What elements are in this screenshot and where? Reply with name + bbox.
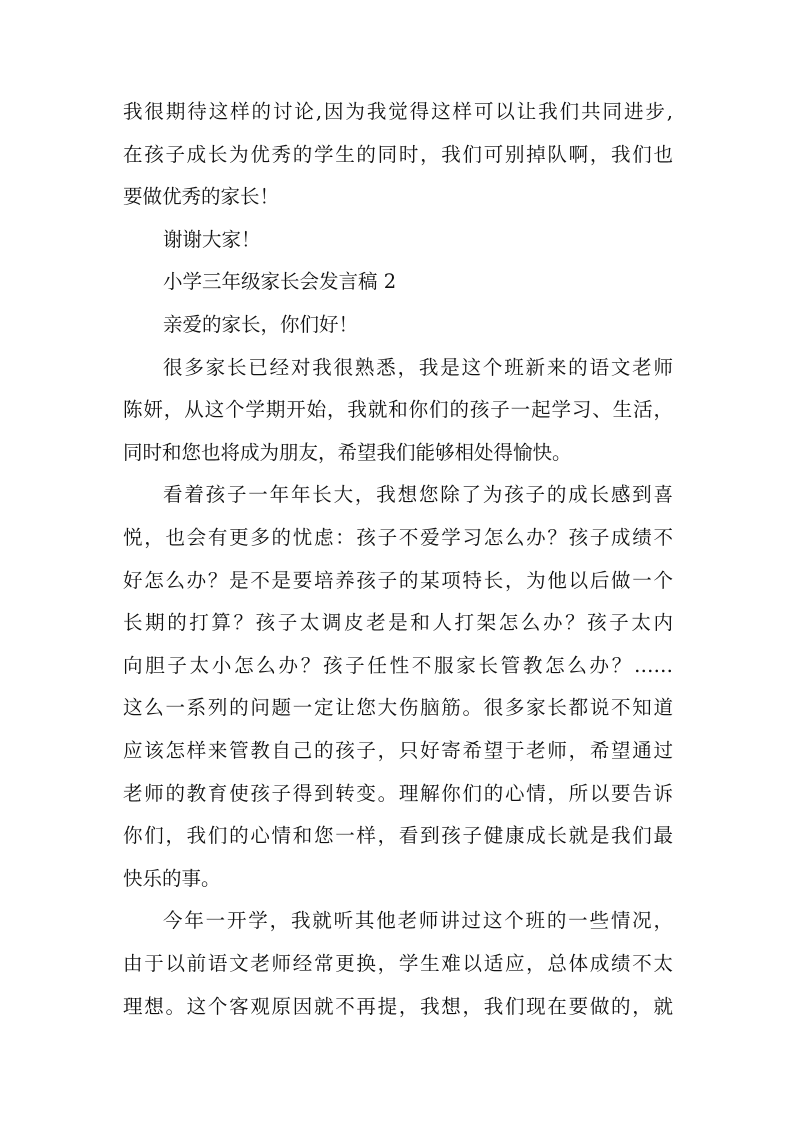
text-line: 在孩子成长为优秀的学生的同时，我们可别掉队啊，我们也 bbox=[123, 143, 673, 166]
text-line: 应该怎样来管教自己的孩子，只好寄希望于老师，希望通过 bbox=[123, 739, 673, 762]
text-line: 悦，也会有更多的忧虑：孩子不爱学习怎么办？孩子成绩不 bbox=[123, 526, 673, 549]
text-line: 小学三年级家长会发言稿 2 bbox=[163, 270, 397, 293]
text-line: 陈妍，从这个学期开始，我就和你们的孩子一起学习、生活， bbox=[123, 398, 673, 421]
text-line: 快乐的事。 bbox=[123, 867, 221, 890]
text-line: 今年一开学，我就听其他老师讲过这个班的一些情况， bbox=[163, 909, 673, 932]
text-line: 谢谢大家！ bbox=[163, 228, 261, 251]
text-line: 亲爱的家长，你们好！ bbox=[163, 313, 359, 336]
text-line: 好怎么办？是不是要培养孩子的某项特长，为他以后做一个 bbox=[123, 569, 673, 592]
text-line: 看着孩子一年年长大，我想您除了为孩子的成长感到喜 bbox=[163, 483, 673, 506]
text-line: 很多家长已经对我很熟悉，我是这个班新来的语文老师 bbox=[163, 356, 673, 379]
text-line: 理想。这个客观原因就不再提，我想，我们现在要做的，就 bbox=[123, 995, 673, 1018]
text-line: 你们，我们的心情和您一样，看到孩子健康成长就是我们最 bbox=[123, 824, 673, 847]
text-line: 这么一系列的问题一定让您大伤脑筋。很多家长都说不知道 bbox=[123, 696, 673, 719]
text-line: 老师的教育使孩子得到转变。理解你们的心情，所以要告诉 bbox=[123, 782, 673, 805]
text-line: 要做优秀的家长！ bbox=[123, 185, 280, 208]
text-line: 同时和您也将成为朋友，希望我们能够相处得愉快。 bbox=[123, 441, 572, 464]
text-line: 我很期待这样的讨论,因为我觉得这样可以让我们共同进步, bbox=[123, 100, 673, 123]
text-line: 长期的打算？孩子太调皮老是和人打架怎么办？孩子太内 bbox=[123, 611, 673, 634]
text-line: 向胆子太小怎么办？孩子任性不服家长管教怎么办？…… bbox=[123, 654, 673, 677]
text-line: 由于以前语文老师经常更换，学生难以适应，总体成绩不太 bbox=[123, 952, 673, 975]
